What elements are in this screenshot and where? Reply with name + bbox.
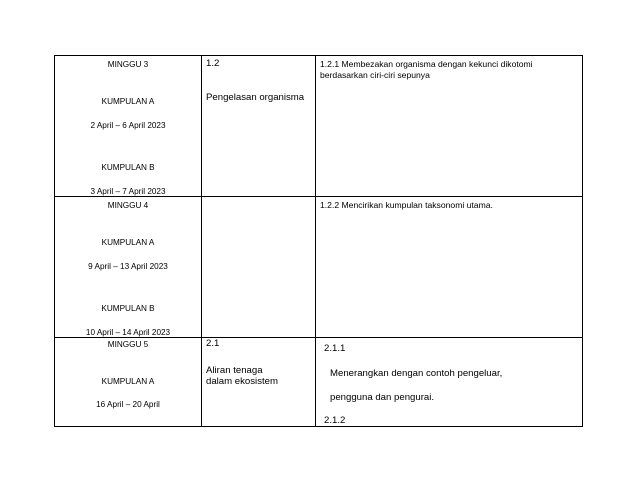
group-a-dates: 16 April – 20 April: [96, 400, 160, 409]
topic-number: 2.1: [206, 338, 220, 349]
group-a-dates: 9 April – 13 April 2023: [88, 262, 168, 271]
topic-name-line-1: Aliran tenaga: [206, 365, 263, 376]
table-row: [55, 197, 583, 338]
group-a-label: KUMPULAN A: [101, 97, 155, 106]
group-a-dates: 2 April – 6 April 2023: [90, 121, 166, 130]
topic-cell: [202, 56, 316, 197]
topic-cell: [202, 197, 316, 338]
week-cell: [55, 338, 202, 427]
group-a-label: KUMPULAN A: [101, 377, 155, 386]
lesson-plan-sheet: [54, 55, 582, 427]
learning-standard: Menerangkan dengan contoh pengeluar,: [330, 368, 503, 379]
standard-cell: [316, 56, 583, 197]
topic-name: [206, 365, 315, 387]
learning-standard: 1.2.1 Membezakan organisma dengan kekunci dikotomi berdasarkan ciri-ciri sepunya: [320, 59, 533, 80]
week-label: MINGGU 4: [107, 201, 149, 210]
group-a-label: KUMPULAN A: [101, 238, 155, 247]
standard-code: 2.1.2: [324, 415, 346, 426]
week-label: MINGGU 3: [107, 60, 149, 69]
topic-number: 1.2: [206, 58, 220, 69]
table-row: [55, 56, 583, 197]
topic-name-line-2: dalam ekosistem: [206, 376, 278, 387]
standard-cell: [316, 338, 583, 427]
learning-standard: 1.2.2 Mencirikan kumpulan taksonomi utama.: [320, 200, 493, 210]
topic-number: [206, 197, 315, 199]
standard-cell: [316, 197, 583, 338]
learning-standard-continued: pengguna dan pengurai.: [330, 392, 435, 403]
standard-code: 2.1.1: [324, 343, 346, 354]
lesson-plan-table: [54, 55, 583, 427]
group-b-label: KUMPULAN B: [101, 304, 155, 313]
group-b-dates: 3 April – 7 April 2023: [90, 187, 166, 196]
topic-name: Pengelasan organisma: [206, 92, 305, 103]
topic-cell: [202, 338, 316, 427]
table-row: [55, 338, 583, 427]
week-cell: [55, 197, 202, 338]
group-b-dates: 10 April – 14 April 2023: [85, 328, 171, 337]
group-b-label: KUMPULAN B: [101, 163, 155, 172]
week-label: MINGGU 5: [107, 340, 149, 349]
week-cell: [55, 56, 202, 197]
